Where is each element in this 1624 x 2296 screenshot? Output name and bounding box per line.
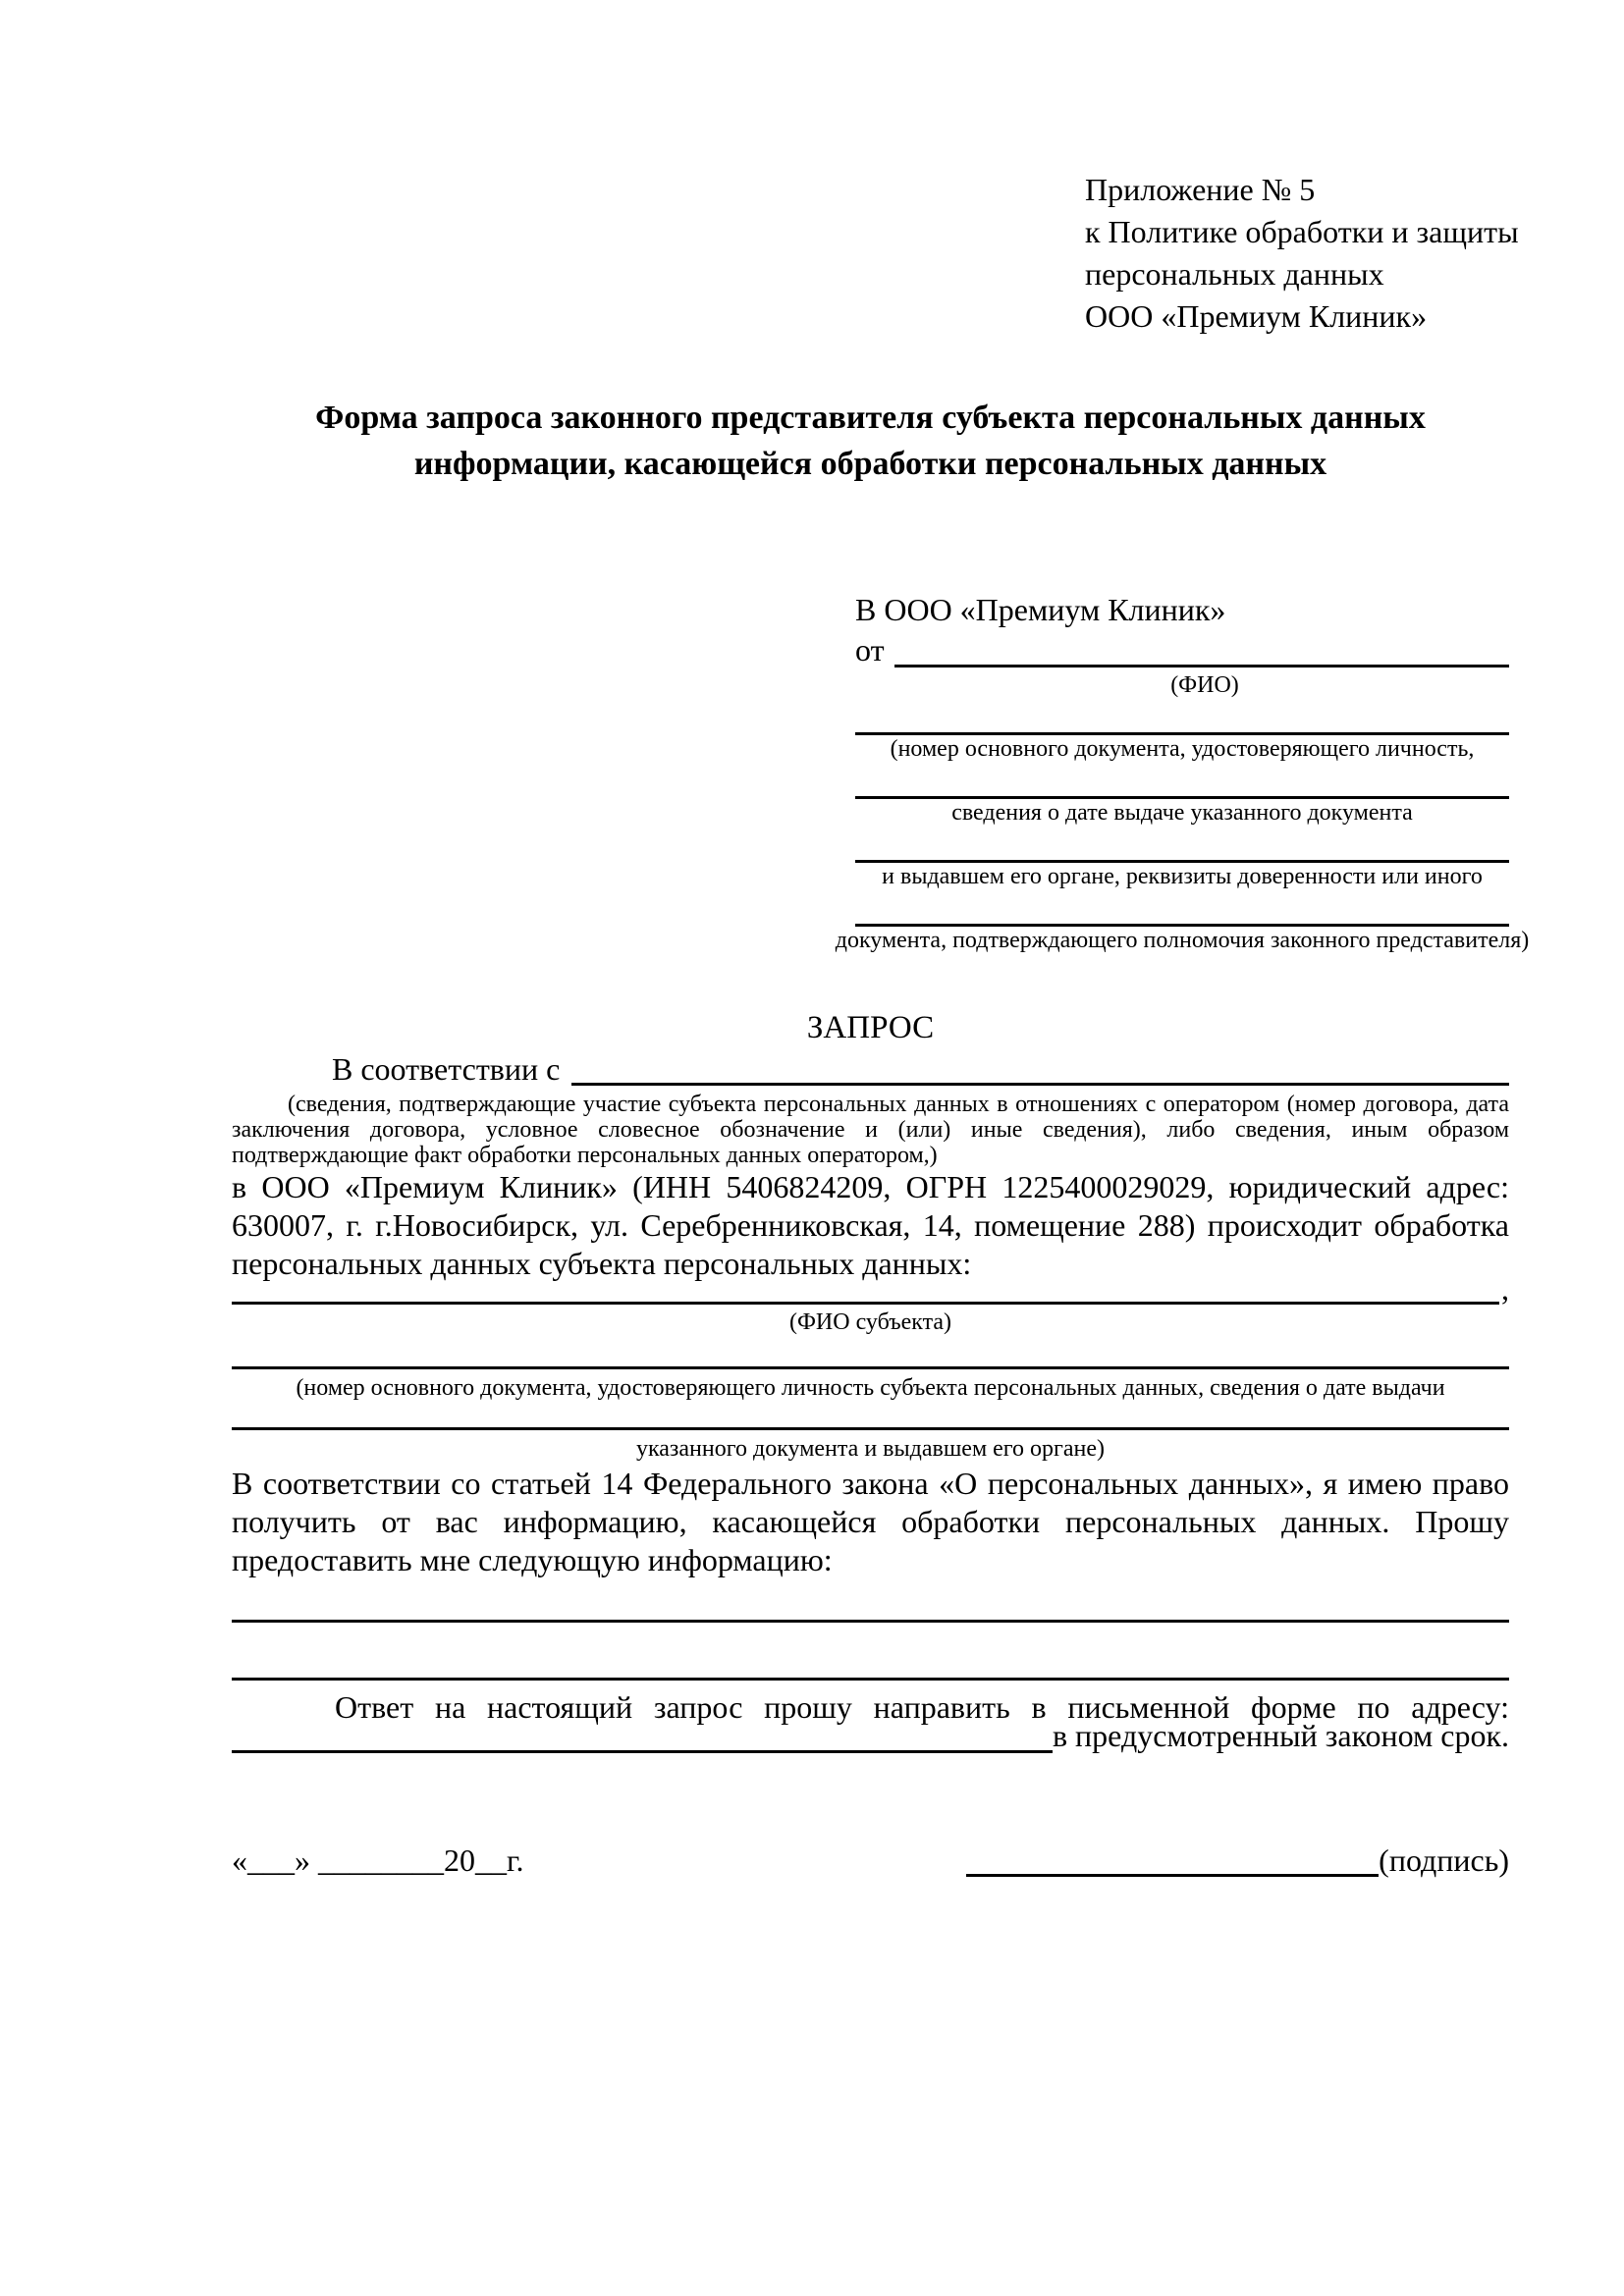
addressee-from-row: [855, 630, 1509, 667]
law-paragraph: В соответствии со статьей 14 Федерального закона «О персональных данных», я имею право получить от вас информацию, касающейся обработки персональных данных. Прошу предоставить мне следующую информацию:: [232, 1466, 1509, 1577]
subject-document-blank-line-2: [232, 1427, 1509, 1430]
date-field: «___» ________20__г.: [232, 1842, 524, 1878]
blank-caption-4: документа, подтверждающего полномочия законного представителя): [835, 928, 1530, 953]
blank-caption-3: и выдавшем его органе, реквизиты доверенности или иного: [882, 864, 1483, 889]
appendix-note-line: Приложение № 5: [1085, 172, 1316, 207]
accordance-row: [232, 1052, 1509, 1086]
representative-document-field-1: [855, 699, 1509, 763]
fio-caption: (ФИО): [1170, 672, 1239, 698]
subject-comma: ,: [1501, 1271, 1509, 1307]
accordance-blank-line: [571, 1052, 1509, 1086]
answer-paragraph: Ответ на настоящий запрос прошу направить в письменной форме по адресу:: [335, 1689, 1509, 1725]
blank-caption-2: сведения о дате выдаче указанного документа: [951, 800, 1413, 826]
answer-tail: в предусмотренный законом срок.: [1052, 1718, 1509, 1753]
subject-fio-caption: (ФИО субъекта): [788, 1309, 952, 1335]
representative-document-field-4: [835, 890, 1530, 954]
signature-row: [232, 1843, 1509, 1877]
addressee-organization: В ООО «Премиум Клиник»: [855, 592, 1226, 627]
signature-caption: (подпись): [1379, 1842, 1509, 1878]
request-heading: ЗАПРОС: [806, 1010, 935, 1045]
appendix-note-line: к Политике обработки и защиты: [1085, 214, 1519, 249]
blank-line: [855, 890, 1509, 927]
addressee-block: [835, 589, 1530, 954]
document-title: Форма запроса законного представителя субъекта персональных данных информации, касающейся обработки персональных данных: [315, 400, 1426, 482]
appendix-note: [1085, 169, 1519, 338]
accordance-label: В соответствии с: [332, 1051, 561, 1087]
blank-caption-1: (номер основного документа, удостоверяющего личность,: [890, 736, 1475, 762]
blank-line: [855, 827, 1509, 863]
blank-line: [855, 699, 1509, 735]
answer-address-row: [232, 1718, 1509, 1753]
from-label: от: [855, 632, 885, 667]
representative-document-field-2: [855, 763, 1509, 827]
signature-blank-line: [966, 1844, 1379, 1877]
info-blank-line-2: [232, 1678, 1509, 1681]
subject-document-caption-1: (номер основного документа, удостоверяющего личность субъекта персональных данных, сведения о дате выдачи: [296, 1375, 1445, 1401]
appendix-note-line: ООО «Премиум Клиник»: [1085, 298, 1428, 334]
operator-paragraph: в ООО «Премиум Клиник» (ИНН 5406824209, ОГРН 1225400029029, юридический адрес: 630007, г. г.Новосибирск, ул. Серебренниковская, 14, помещение 288) происходит обработка персональных данных субъекта персональных данных:: [232, 1169, 1509, 1281]
subject-document-caption-2: указанного документа и выдавшем его органе): [635, 1436, 1106, 1462]
subject-name-row: [232, 1272, 1509, 1305]
representative-document-field-3: [855, 827, 1509, 890]
subject-name-blank-line: [232, 1272, 1499, 1305]
blank-line: [855, 763, 1509, 799]
representative-name-blank-line: [894, 632, 1509, 667]
subject-document-blank-line-1: [232, 1366, 1509, 1369]
address-blank-line: [232, 1721, 1053, 1753]
signature-group: [966, 1843, 1509, 1877]
appendix-note-line: персональных данных: [1085, 256, 1384, 292]
operator-details-caption: (сведения, подтверждающие участие субъекта персональных данных в отношениях с оператором (номер договора, дата заключения договора, условное словесное обозначение и (или) иные сведения), либо сведения, иным образом подтверждающие факт обработки персональных данных оператором,): [232, 1092, 1509, 1168]
info-blank-line-1: [232, 1620, 1509, 1623]
